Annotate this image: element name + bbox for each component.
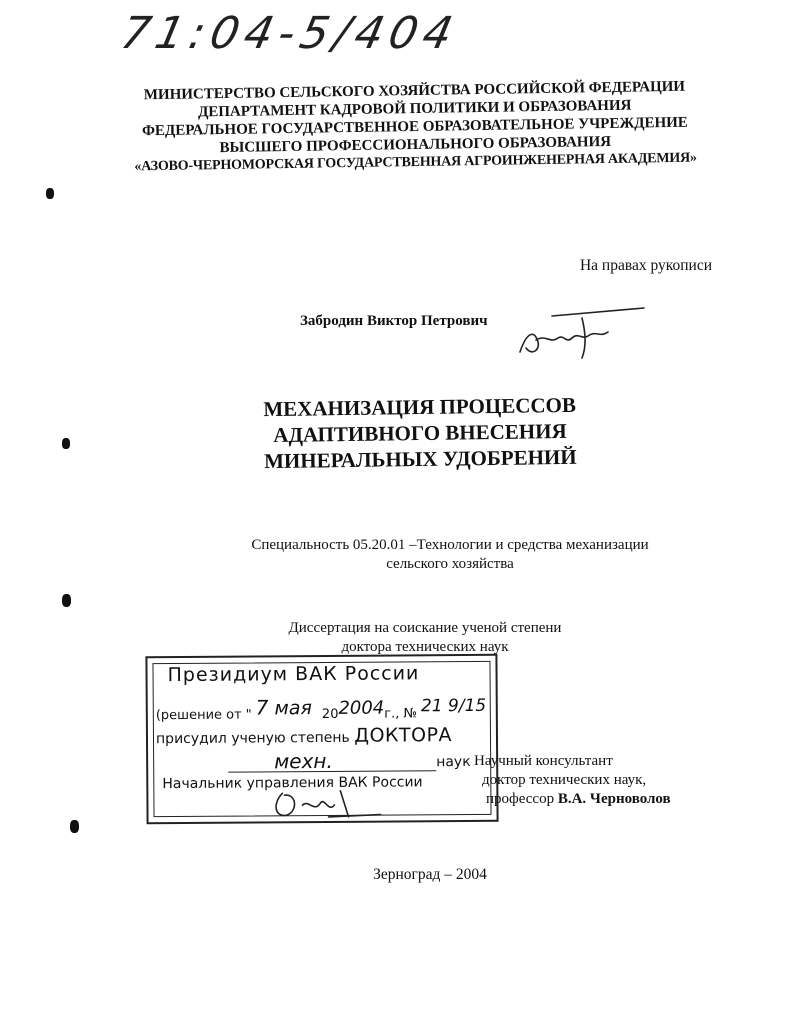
specialty: [200, 536, 700, 574]
city-year: Зерноград – 2004: [373, 866, 487, 883]
stamp-field-handwritten: мехн.: [274, 748, 333, 774]
specialty-line-2: сельского хозяйства: [386, 556, 514, 572]
institution-header: [119, 77, 710, 176]
stamp-awarded: [156, 724, 452, 748]
stamp-head-title: Начальник управления ВАК России: [162, 774, 423, 793]
vak-stamp: [145, 654, 498, 824]
header-line-2: ДЕПАРТАМЕНТ КАДРОВОЙ ПОЛИТИКИ И ОБРАЗОВАНИЯ: [197, 97, 632, 121]
title-line-1: МЕХАНИЗАЦИЯ ПРОЦЕССОВ: [263, 392, 577, 422]
author-signature: [512, 304, 652, 364]
dissertation-title: [189, 391, 650, 475]
header-line-3: ФЕДЕРАЛЬНОЕ ГОСУДАРСТВЕННОЕ ОБРАЗОВАТЕЛЬНОЕ УЧРЕЖДЕНИЕ: [141, 114, 689, 140]
manuscript-note: На правах рукописи: [579, 257, 712, 274]
consultant-line-1: Научный консультант: [474, 753, 613, 769]
decision-year: 2004: [338, 697, 385, 719]
scan-mark: [62, 438, 70, 449]
stamp-field-suffix: наук: [436, 753, 471, 771]
decision-year-suffix: г., №: [384, 706, 418, 722]
scientific-consultant: [474, 752, 734, 809]
awarded-text: присудил ученую степень: [155, 729, 350, 748]
header-line-4: ВЫСШЕГО ПРОФЕССИОНАЛЬНОГО ОБРАЗОВАНИЯ: [219, 133, 612, 157]
specialty-line-1: Специальность 05.20.01 –Технологии и средства механизации: [251, 537, 649, 553]
stamp-decision: [155, 695, 487, 724]
decision-month: мая: [274, 697, 312, 720]
consultant-line-2: доктор технических наук,: [482, 772, 647, 788]
consultant-name: В.А. Черноволов: [557, 791, 671, 807]
header-line-1: МИНИСТЕРСТВО СЕЛЬСКОГО ХОЗЯЙСТВА РОССИЙСКОЙ ФЕДЕРАЦИИ: [143, 78, 686, 104]
degree-line-2: доктора технических наук: [341, 639, 509, 655]
scan-mark: [62, 594, 71, 607]
consultant-line-3: [474, 790, 734, 809]
awarded-degree: ДОКТОРА: [354, 724, 453, 747]
decision-number: 21 9/15: [420, 695, 487, 717]
title-line-2: АДАПТИВНОГО ВНЕСЕНИЯ: [273, 418, 567, 448]
decision-day: 7: [255, 695, 269, 720]
degree-line-1: Диссертация на соискание ученой степени: [288, 620, 562, 636]
dissertation-degree: [240, 619, 610, 657]
title-line-3: МИНЕРАЛЬНЫХ УДОБРЕНИЙ: [263, 444, 577, 474]
stamp-head-signature: [268, 787, 388, 824]
decision-prefix: (решение от ": [155, 707, 252, 724]
stamp-title: Президиум ВАК России: [167, 662, 420, 687]
scan-mark: [46, 188, 54, 199]
consultant-rank: профессор: [486, 791, 555, 807]
decision-year-prefix: 20: [321, 706, 339, 722]
author-name: Забродин Виктор Петрович: [300, 313, 488, 329]
scan-mark: [70, 820, 79, 833]
archive-number: 71:04-5/404: [116, 8, 463, 59]
header-line-5: «АЗОВО-ЧЕРНОМОРСКАЯ ГОСУДАРСТВЕННАЯ АГРОИНЖЕНЕРНАЯ АКАДЕМИЯ»: [134, 150, 697, 175]
